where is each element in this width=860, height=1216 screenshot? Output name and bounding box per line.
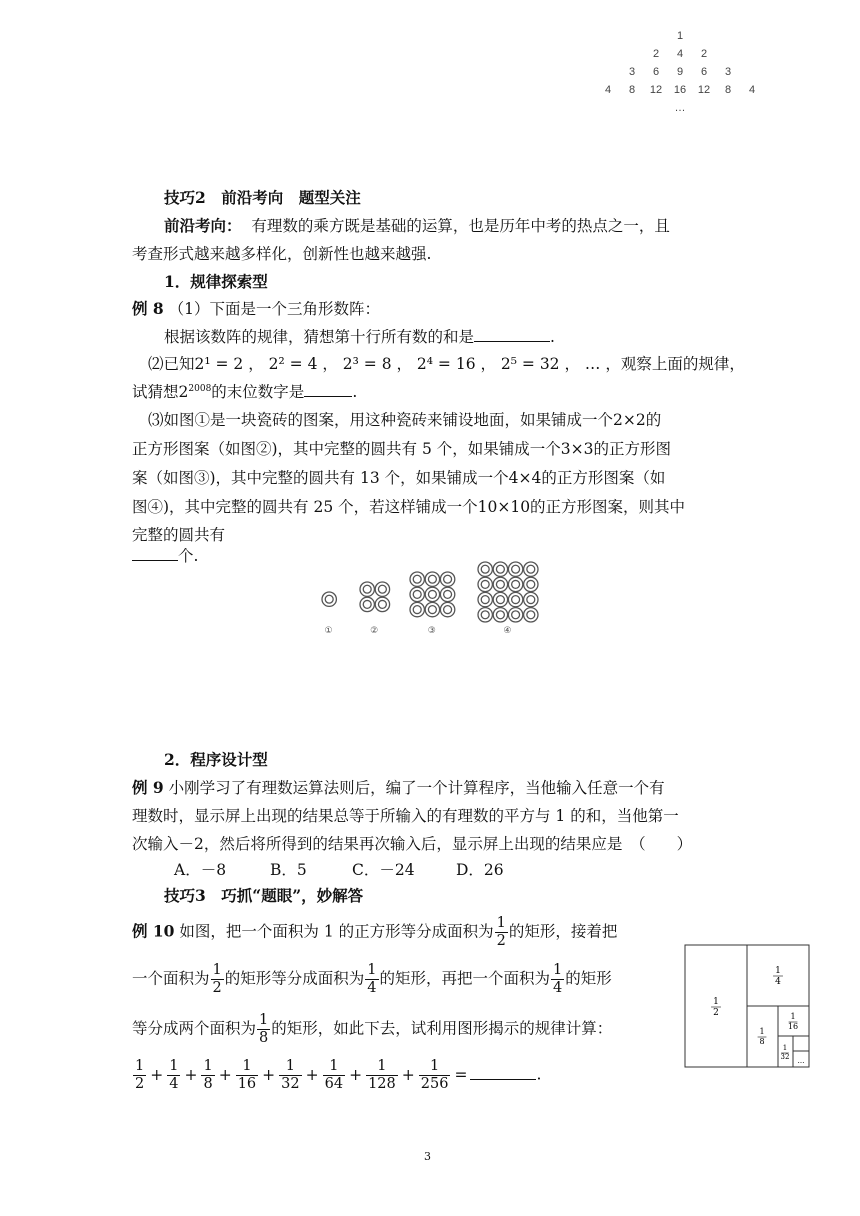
ex8-q3-5: 完整的圆共有 [132, 526, 226, 544]
tile-circle [428, 575, 436, 583]
tip2-heading: 技巧2 前沿考向 题型关注 [164, 188, 361, 207]
triangle-number: 9 [676, 66, 684, 78]
sum-fraction: $\frac{1}{32}$ [281, 1058, 300, 1092]
ex9-option-b: B．5 [270, 861, 307, 879]
ex8-q2b: 试猜想$2^{2008}$的末位数字是 . [132, 383, 358, 401]
tile-circle [378, 600, 386, 608]
ex9-l1: 例 9 小刚学习了有理数运算法则后，编了一个计算程序，当他输入任意一个有 [132, 778, 665, 797]
ex8-q3-4: 图④)，其中完整的圆共有 25 个，若这样铺成一个10×10的正方形图案，则其中 [132, 498, 686, 516]
sum-fraction: $\frac{1}{128}$ [368, 1058, 396, 1092]
figure-label: ② [370, 626, 379, 636]
sum-fraction: $\frac{1}{256}$ [420, 1058, 449, 1092]
answer-blank [470, 1065, 536, 1080]
figure-label: ④ [503, 626, 512, 636]
tile-circle [524, 562, 538, 576]
tile-circle [493, 577, 507, 591]
triangle-number: 2 [700, 48, 708, 60]
tile-circle [496, 596, 504, 604]
triangle-number: 3 [628, 66, 636, 78]
answer-blank [132, 546, 178, 561]
tile-figures [318, 560, 548, 640]
tile-circle [508, 562, 522, 576]
division-label [781, 1044, 790, 1061]
tile-circle [410, 602, 424, 616]
division-label [758, 1027, 767, 1046]
triangle-number: 12 [697, 84, 711, 96]
tile-circle [413, 590, 421, 598]
tile-circle [481, 596, 489, 604]
tip3-heading: 技巧3 巧抓“题眼”，妙解答 [164, 886, 364, 905]
tile-circle [512, 580, 520, 588]
tile-circle [527, 596, 535, 604]
frontier-line-1: 前沿考向： 有理数的乘方既是基础的运算，也是历年中考的热点之一，且 [164, 216, 670, 235]
ex8-q3-2: 正方形图案（如图②)，其中完整的圆共有 5 个，如果铺成一个3×3的正方形图 [132, 440, 671, 458]
ex8-q3-1: ⑶如图①是一块瓷砖的图案，用这种瓷砖来铺设地面，如果铺成一个2×2的 [148, 411, 662, 429]
triangle-number: 4 [604, 84, 612, 96]
tile-circle [512, 565, 520, 573]
tile-circle [496, 565, 504, 573]
ex9-l3: 次输入－2，然后将所得到的结果再次输入后，显示屏上出现的结果应是 （ ） [132, 835, 693, 853]
tile-circle [363, 600, 371, 608]
triangle-number: 16 [673, 84, 687, 96]
tile-circle [493, 562, 507, 576]
triangle-number: 3 [724, 66, 732, 78]
answer-blank [304, 382, 352, 397]
triangle-number: 8 [724, 84, 732, 96]
tile-circle [481, 580, 489, 588]
tile-circle [478, 608, 492, 622]
tile-circle [508, 592, 522, 606]
number-triangle [590, 30, 770, 120]
triangle-number: 12 [649, 84, 663, 96]
ex8-q2: ⑵已知2¹ = 2 ， 2² = 4 ， 2³ = 8 ， 2⁴ = 16 ， 2⁵ = 32 ， … ，观察上面的规律， [148, 355, 745, 373]
tile-circle [322, 592, 336, 606]
ex9-option-a: A．－8 [174, 861, 227, 879]
triangle-number: 6 [700, 66, 708, 78]
tile-circle [413, 575, 421, 583]
svg-text:4: 4 [775, 977, 781, 987]
tile-circle [425, 572, 439, 586]
tile-circle [524, 608, 538, 622]
tile-circle [428, 590, 436, 598]
ex10-l2: 一个面积为 $\frac{1}{2}$ 的矩形等分成面积为 $\frac{1}{4}$ 的矩形，再把一个面积为 $\frac{1}{4}$ 的矩形 [132, 962, 612, 996]
sum-fraction: $\frac{1}{16}$ [237, 1058, 257, 1092]
ex8-q3-6: 个. [132, 544, 198, 566]
triangle-number: 2 [652, 48, 660, 60]
svg-text:1: 1 [713, 997, 719, 1007]
tile-circle [527, 611, 535, 619]
sum-fraction: $\frac{1}{2}$ [135, 1058, 145, 1092]
tile-circle [512, 596, 520, 604]
triangle-number: 4 [676, 48, 684, 60]
svg-text:1: 1 [790, 1012, 796, 1021]
tile-circle [440, 602, 454, 616]
division-ellipsis: … [797, 1057, 805, 1065]
division-label [711, 997, 721, 1018]
figure-label: ③ [427, 626, 436, 636]
sum-fraction: $\frac{1}{64}$ [324, 1058, 344, 1092]
section1-heading: 1．规律探索型 [164, 272, 268, 291]
square-division-figure [684, 944, 812, 1070]
ex10-l3: 等分成两个面积为 $\frac{1}{8}$ 的矩形，如此下去，试利用图形揭示的规律计算： [132, 1012, 613, 1046]
tile-circle [360, 597, 374, 611]
division-rect [793, 1036, 809, 1051]
tile-circle [363, 585, 371, 593]
tile-circle [493, 608, 507, 622]
tile-circle [413, 606, 421, 614]
ex10-l1: 例 10 如图，把一个面积为 1 的正方形等分成面积为 $\frac{1}{2}$ 的矩形，接着把 [132, 915, 618, 949]
figure-label: ① [324, 626, 333, 636]
ex9-l2: 理数时，显示屏上出现的结果总等于所输入的有理数的平方与 1 的和，当他第一 [132, 807, 679, 825]
tile-circle [512, 611, 520, 619]
tile-circle [481, 611, 489, 619]
tile-circle [444, 575, 452, 583]
svg-text:1: 1 [782, 1044, 788, 1052]
tile-circle [527, 580, 535, 588]
tile-circle [410, 572, 424, 586]
tile-circle [444, 590, 452, 598]
svg-text:32: 32 [780, 1053, 790, 1061]
sum-fraction: $\frac{1}{4}$ [169, 1058, 179, 1092]
tile-circle [478, 562, 492, 576]
sum-fraction: $\frac{1}{8}$ [203, 1058, 213, 1092]
tile-circle [478, 592, 492, 606]
svg-text:1: 1 [759, 1027, 765, 1036]
tile-circle [375, 582, 389, 596]
tile-circle [378, 585, 386, 593]
tile-circle [375, 597, 389, 611]
ex8-q3-3: 案（如图③)，其中完整的圆共有 13 个，如果铺成一个4×4的正方形图案（如 [132, 469, 666, 487]
tile-circle [428, 606, 436, 614]
frontier-line-2: 考查形式越来越多样化，创新性也越来越强. [132, 245, 432, 263]
tile-circle [425, 587, 439, 601]
tile-circle [524, 577, 538, 591]
triangle-number: 6 [652, 66, 660, 78]
svg-text:1: 1 [775, 966, 781, 976]
tile-circle [524, 592, 538, 606]
tile-circle [508, 608, 522, 622]
ex8-q1b: 根据该数阵的规律，猜想第十行所有数的和是 . [164, 328, 555, 346]
svg-text:8: 8 [759, 1037, 765, 1046]
ex10-sum: $\frac{1}{2}$ + $\frac{1}{4}$ + $\frac{1}{8}$ + $\frac{1}{16}$ + $\frac{1}{32}$ + $\frac{1}{64}$ + $\frac{1}{128}$ + $\frac{1}{256}$ = . [135, 1058, 542, 1092]
division-label [788, 1012, 798, 1031]
tile-circle [410, 587, 424, 601]
tile-circle [478, 577, 492, 591]
tile-circle [527, 565, 535, 573]
tile-circle [444, 606, 452, 614]
division-label [773, 966, 783, 987]
page-number: 3 [424, 1150, 431, 1163]
division-rect [778, 1006, 809, 1036]
tile-circle [508, 577, 522, 591]
triangle-number: 8 [628, 84, 636, 96]
svg-text:16: 16 [787, 1022, 799, 1031]
ex9-option-c: C．－24 [352, 861, 415, 879]
tile-circle [325, 595, 333, 603]
tile-circle [496, 611, 504, 619]
triangle-number: 4 [748, 84, 756, 96]
tile-circle [360, 582, 374, 596]
ex9-option-d: D．26 [456, 861, 504, 879]
tile-circle [440, 587, 454, 601]
tile-circle [440, 572, 454, 586]
section2-heading: 2．程序设计型 [164, 750, 268, 769]
svg-text:2: 2 [713, 1008, 719, 1018]
tile-circle [493, 592, 507, 606]
triangle-number: 1 [676, 30, 684, 42]
tile-circle [496, 580, 504, 588]
triangle-number: … [674, 102, 686, 114]
tile-circle [425, 602, 439, 616]
tile-circle [481, 565, 489, 573]
ex8-q1: 例 8 （1）下面是一个三角形数阵： [132, 299, 380, 318]
answer-blank [474, 327, 550, 342]
